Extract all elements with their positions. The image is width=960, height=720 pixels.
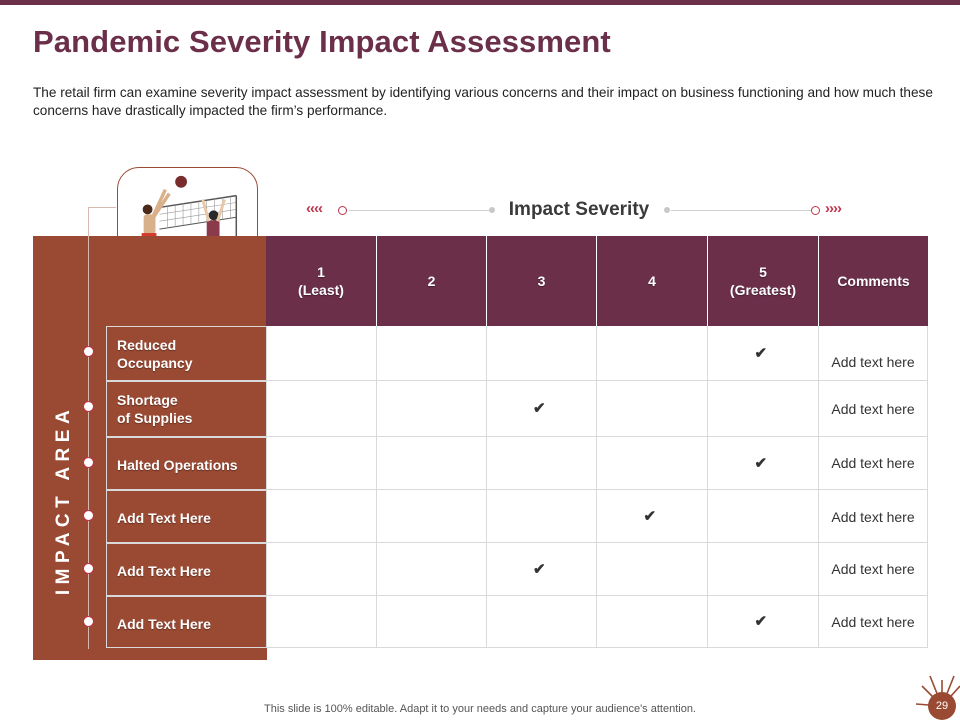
impact-severity-label: Impact Severity xyxy=(508,199,650,220)
comment-text[interactable]: Add text here xyxy=(831,561,915,577)
slide-title: Pandemic Severity Impact Assessment xyxy=(33,24,611,59)
severity-cell xyxy=(266,326,376,381)
page-number: 29 xyxy=(928,692,956,720)
check-icon: ✔ xyxy=(533,560,546,578)
impact-row-label: Reduced Occupancy xyxy=(106,326,267,381)
slide-description: The retail firm can examine severity impact assessment by identifying various concerns and their impact on business functioning and how much these concerns have drastically impacted the firm’s performance. xyxy=(33,85,933,118)
severity-cell xyxy=(596,381,707,437)
severity-header-5: 5 (Greatest) xyxy=(707,236,818,326)
severity-cell xyxy=(266,381,376,437)
severity-line-right xyxy=(671,210,811,211)
check-icon: ✔ xyxy=(754,613,768,630)
severity-cell xyxy=(266,437,376,490)
severity-cell xyxy=(266,543,376,596)
severity-cell xyxy=(596,326,707,381)
connector-line xyxy=(88,207,89,649)
comment-text[interactable]: Add text here xyxy=(831,401,915,417)
severity-cell xyxy=(596,596,707,648)
impact-row-label: Add Text Here xyxy=(106,490,267,543)
row-marker-icon xyxy=(83,457,94,468)
impact-row-label: Add Text Here xyxy=(106,543,267,596)
check-icon: ✔ xyxy=(754,344,768,362)
row-marker-icon xyxy=(83,563,94,574)
severity-cell xyxy=(266,596,376,648)
ring-right-icon xyxy=(811,206,820,215)
severity-header-1: 1 (Least) xyxy=(266,236,376,326)
severity-cell xyxy=(486,326,596,381)
severity-cell xyxy=(376,543,486,596)
connector-top xyxy=(88,207,116,208)
severity-cell xyxy=(376,381,486,437)
row-marker-icon xyxy=(83,616,94,627)
severity-cell xyxy=(707,543,818,596)
top-accent-bar xyxy=(0,0,960,5)
severity-cell xyxy=(376,326,486,381)
severity-cell xyxy=(486,596,596,648)
severity-line-left xyxy=(349,210,489,211)
severity-cell xyxy=(707,381,818,437)
comment-text[interactable]: Add text here xyxy=(831,455,915,471)
severity-cell xyxy=(596,543,707,596)
comment-text[interactable]: Add text here xyxy=(831,509,915,525)
severity-cell xyxy=(376,596,486,648)
impact-row-label: Halted Operations xyxy=(106,437,267,490)
impact-area-label: IMPACT AREA xyxy=(53,404,74,596)
chevron-right-icon: ›››› xyxy=(825,200,841,217)
check-icon: ✔ xyxy=(533,400,546,417)
severity-cell xyxy=(707,490,818,543)
severity-cell xyxy=(486,437,596,490)
comment-text[interactable]: Add text here xyxy=(831,614,915,630)
row-marker-icon xyxy=(83,510,94,521)
comments-header: Comments xyxy=(818,236,928,326)
severity-cell xyxy=(486,490,596,543)
severity-header-2: 2 xyxy=(376,236,486,326)
chevron-left-icon: ‹‹‹‹ xyxy=(306,200,322,217)
severity-header-4: 4 xyxy=(596,236,707,326)
row-marker-icon xyxy=(83,401,94,412)
row-marker-icon xyxy=(83,346,94,357)
comment-text[interactable]: Add text here xyxy=(831,354,915,370)
severity-cell xyxy=(376,437,486,490)
ring-left-icon xyxy=(338,206,347,215)
severity-cell xyxy=(596,437,707,490)
severity-cell xyxy=(266,490,376,543)
severity-cell xyxy=(376,490,486,543)
dot-right-icon xyxy=(664,207,670,213)
check-icon: ✔ xyxy=(754,454,768,472)
footer-note: This slide is 100% editable. Adapt it to your needs and capture your audience's attention. xyxy=(264,703,696,715)
impact-row-label: Shortage of Supplies xyxy=(106,381,267,437)
severity-header-3: 3 xyxy=(486,236,596,326)
impact-row-label: Add Text Here xyxy=(106,596,267,648)
check-icon: ✔ xyxy=(643,507,657,525)
